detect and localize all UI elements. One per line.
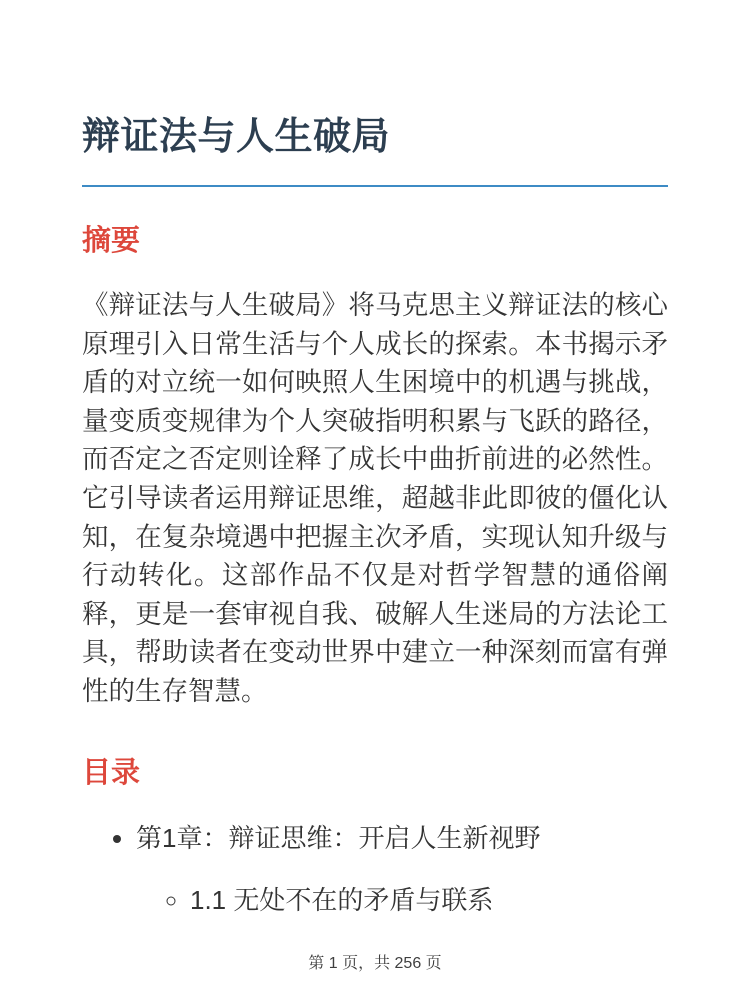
toc-heading: 目录 [82, 756, 141, 789]
toc-sublist-chapter-1 [136, 881, 668, 920]
title-divider [82, 185, 668, 187]
toc-item-label: 第1章：辩证思维：开启人生新视野 [136, 822, 541, 853]
page-title: 辩证法与人生破局 [82, 116, 391, 158]
page-number-footer: 第 1 页，共 256 页 [308, 955, 442, 972]
toc-subitem-1-1 [190, 881, 668, 920]
toc-subitem-label: 1.1 无处不在的矛盾与联系 [190, 885, 494, 916]
abstract-paragraph: 《辩证法与人生破局》将马克思主义辩证法的核心原理引入日常生活与个人成长的探索。本书揭示矛盾的对立统一如何映照人生困境中的机遇与挑战，量变质变规律为个人突破指明积累与飞跃的路径，而否定之否定则诠释了成长中曲折前进的必然性。它引导读者运用辩证思维，超越非此即彼的僵化认知，在复杂境遇中把握主次矛盾，实现认知升级与行动转化。这部作品不仅是对哲学智慧的通俗阐释，更是一套审视自我、破解人生迷局的方法论工具，帮助读者在变动世界中建立一种深刻而富有弹性的生存智慧。 [82, 290, 668, 706]
toc-item-chapter-1 [136, 819, 668, 920]
abstract-heading: 摘要 [82, 225, 141, 257]
toc-list [82, 819, 668, 920]
